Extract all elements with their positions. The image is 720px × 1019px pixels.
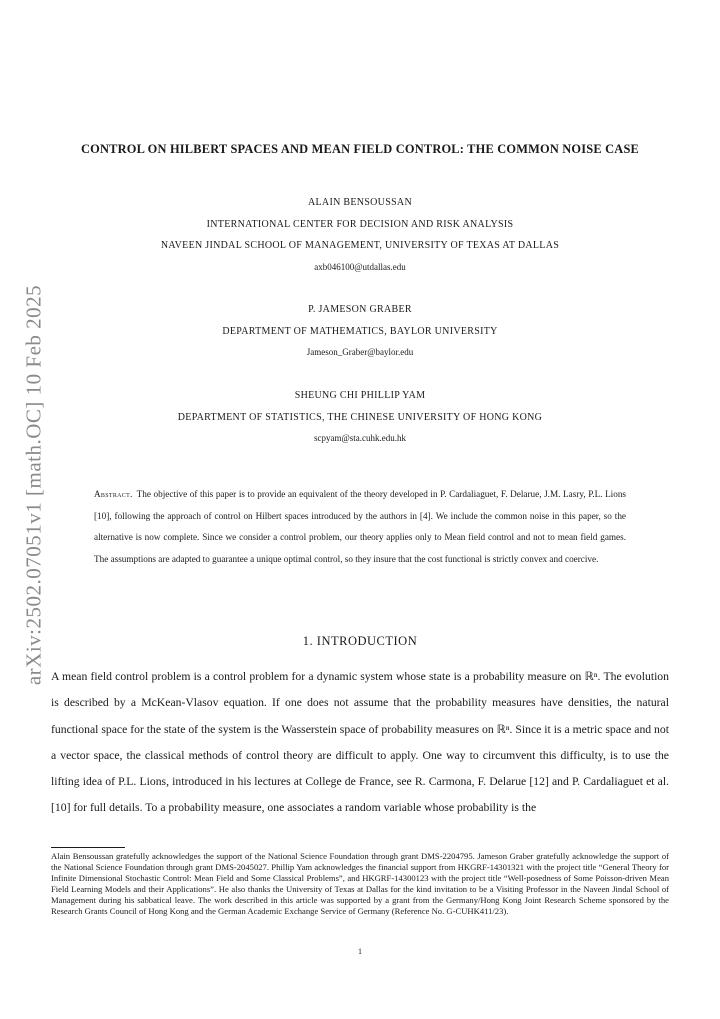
page-number: 1 <box>358 947 362 956</box>
author-name: P. JAMESON GRABER <box>308 304 412 315</box>
footnote-divider <box>51 847 125 848</box>
abstract-label: Abstract. <box>94 489 133 499</box>
author-affiliation: DEPARTMENT OF MATHEMATICS, BAYLOR UNIVERSITY <box>222 325 498 337</box>
section-heading-introduction: 1. INTRODUCTION <box>302 634 418 648</box>
author-name: ALAIN BENSOUSSAN <box>308 197 412 208</box>
introduction-paragraph: A mean field control problem is a control problem for a dynamic system whose state is a probability measure on ℝⁿ. The evolution is described by a McKean-Vlasov equation. If one does not assume that the probability measures have densities, the natural functional space for the state of the system is the Wasserstein space of probability measures on ℝⁿ. Since it is a metric space and not a vector space, the classical methods of control theory are difficult to apply. One way to circumvent this difficulty, is to use the lifting idea of P.L. Lions, introduced in his lectures at College de France, see R. Carmona, F. Delarue [12] and P. Cardaliaguet et al. [10] for full details. To a probability measure, one associates a random variable whose probability is the <box>51 670 669 815</box>
author-email: axb046100@utdallas.edu <box>314 261 406 272</box>
author-block-1 <box>60 192 660 278</box>
author-block-3 <box>60 385 660 450</box>
author-name: SHEUNG CHI PHILLIP YAM <box>294 390 426 401</box>
abstract-text: The objective of this paper is to provide an equivalent of the theory developed in P. Cardaliaguet, F. Delarue, J.M. Lasry, P.L. Lions [10], following the approach of control on Hilbert spaces introduced by the authors in [4]. We include the common noise in this paper, so the alternative is now complete. Since we consider a control problem, our theory applies only to Mean field control and not to mean field games. The assumptions are adapted to guarantee a unique optimal control, so they insure that the cost functional is strictly convex and coercive. <box>94 489 626 564</box>
arxiv-identifier-stamp: arXiv:2502.07051v1 [math.OC] 10 Feb 2025 <box>21 284 46 686</box>
footnote-acknowledgements: Alain Bensoussan gratefully acknowledges the support of the National Science Foundation through grant DMS-2204795. Jameson Graber gratefully acknowledge the support of the National Science Foundation through grant DMS-2045027. Phillip Yam acknowledges the financial support from HKGRF-14301321 with the project title “General Theory for Infinite Dimensional Stochastic Control: Mean Field and Some Classical Problems”, and HKGRF-14300123 with the project title “Well-posedness of Some Poisson-driven Mean Field Learning Models and their Applications”. He also thanks the University of Texas at Dallas for the kind invitation to be a Visiting Professor in the Naveen Jindal School of Management during his sabbatical leave. The work described in this article was supported by a grant from the Germany/Hong Kong Joint Research Scheme sponsored by the Research Grants Council of Hong Kong and the German Academic Exchange Service of Germany (Reference No. G-CUHK411/23). <box>51 851 669 916</box>
author-email: scpyam@sta.cuhk.edu.hk <box>313 433 407 443</box>
author-affiliation: INTERNATIONAL CENTER FOR DECISION AND RISK ANALYSIS <box>206 218 514 230</box>
author-block-2 <box>60 299 660 364</box>
abstract <box>94 484 626 570</box>
author-affiliation: DEPARTMENT OF STATISTICS, THE CHINESE UNIVERSITY OF HONG KONG <box>177 411 543 423</box>
author-affiliation: NAVEEN JINDAL SCHOOL OF MANAGEMENT, UNIVERSITY OF TEXAS AT DALLAS <box>160 240 560 251</box>
paper-title: CONTROL ON HILBERT SPACES AND MEAN FIELD CONTROL: THE COMMON NOISE CASE <box>81 142 639 156</box>
author-email: Jameson_Graber@baylor.edu <box>306 347 414 357</box>
